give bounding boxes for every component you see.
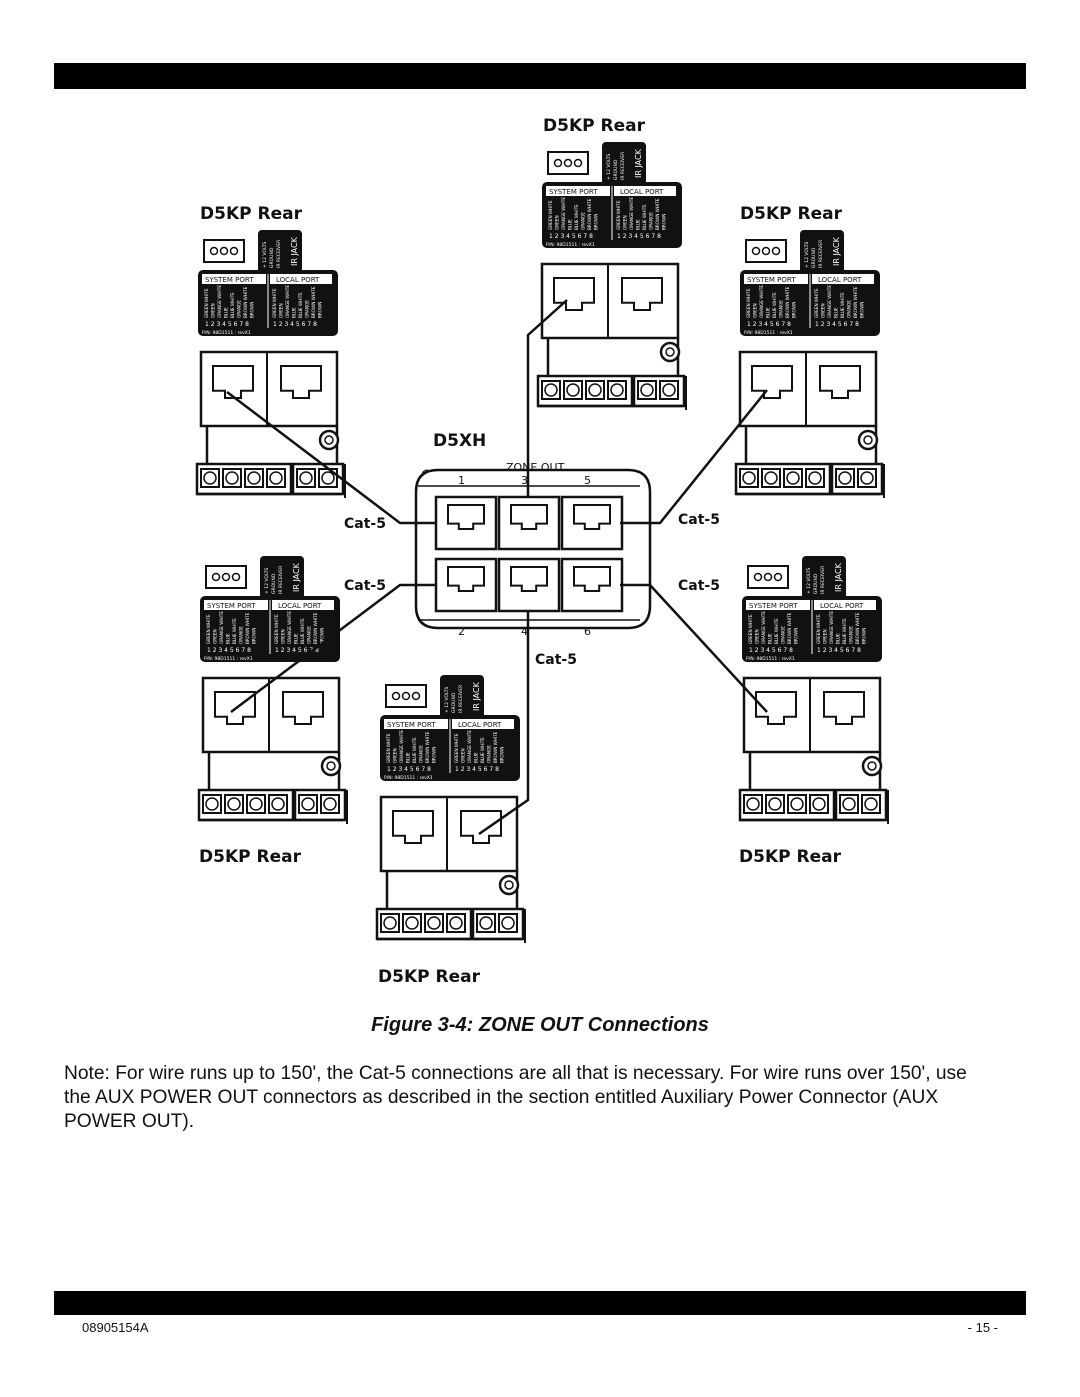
keypad-label-card-3 <box>740 230 880 336</box>
mount-hole <box>859 431 877 449</box>
wire-color-label: BROWN WHITE <box>655 198 660 230</box>
mount-hole <box>322 757 340 775</box>
wire-color-label: ORANGE <box>648 212 654 230</box>
part-number-label: P/N: 98D1511 : revX1 <box>744 331 793 336</box>
hub-d5xh <box>416 431 650 638</box>
wire-color-label: ORANGE WHITE <box>561 197 566 230</box>
wire-color-label: BROWN <box>431 746 437 763</box>
ir-jack-label: IR JACK <box>292 563 301 592</box>
ir-jack-label: IR JACK <box>834 563 843 592</box>
wire-color-label: GREEN WHITE <box>206 614 211 644</box>
ir-jack-label: IR JACK <box>634 149 643 178</box>
wire-color-label: ORANGE WHITE <box>285 285 290 318</box>
wire-color-label: GREEN <box>554 215 560 230</box>
power-pin-label: + 12 VOLTS <box>807 567 812 594</box>
system-port-label: SYSTEM PORT <box>205 276 254 284</box>
local-port-label: LOCAL PORT <box>818 276 862 284</box>
wire-color-label: ORANGE WHITE <box>467 730 472 763</box>
power-pin-label: GROUND <box>272 573 277 594</box>
wire-color-label: GREEN WHITE <box>274 614 279 644</box>
aux-power-terminal <box>377 909 471 939</box>
keypad-title: D5KP Rear <box>200 204 302 224</box>
wire-color-label: BROWN <box>791 301 797 318</box>
wire-color-label: ORANGE WHITE <box>399 730 404 763</box>
wire-color-label: BLUE <box>765 307 771 318</box>
wire-color-label: GREEN <box>820 303 826 318</box>
pin-number-label: 1 2 3 4 5 6 7 8 <box>549 233 593 240</box>
cable-label: Cat-5 <box>678 512 720 528</box>
power-pin-label: IR RECEIVER <box>821 565 826 594</box>
wire-color-label: BLUE <box>473 752 479 763</box>
mount-hole <box>863 757 881 775</box>
keypad-body <box>542 264 678 338</box>
power-pin-label: + 12 VOLTS <box>607 153 612 180</box>
wire-color-label: GREEN WHITE <box>454 733 459 763</box>
wire-color-label: BLUE WHITE <box>232 618 237 644</box>
wire-color-label: ORANGE WHITE <box>829 611 834 644</box>
page-number: - 15 - <box>967 1320 998 1335</box>
wire-color-label: BLUE WHITE <box>772 292 777 318</box>
note-paragraph: Note: For wire runs up to 150', the Cat-5 connections are all that is necessary. For wire runs over 150', use the AUX POWER OUT connectors as described in the section entitled Auxiliary Power Connector (AUX POWER OUT). <box>64 1063 967 1132</box>
wire-color-label: BROWN WHITE <box>493 731 498 763</box>
footer-bar <box>54 1291 1026 1315</box>
wire-color-label: BLUE <box>767 633 773 644</box>
power-pin-label: + 12 VOLTS <box>805 241 810 268</box>
port-number-bottom: 6 <box>584 625 591 638</box>
wire-color-label: BLUE <box>223 307 229 318</box>
power-pin-label: IR RECEIVER <box>279 565 284 594</box>
figure-caption: Figure 3-4: ZONE OUT Connections <box>371 1014 709 1036</box>
wire-color-label: BLUE <box>833 307 839 318</box>
aux-terminal <box>295 790 345 820</box>
keypad-rear-4 <box>199 678 347 824</box>
keypad-title: D5KP Rear <box>199 847 301 867</box>
pin-number-label: 1 2 3 4 5 6 7 8 <box>275 647 319 654</box>
port-number-bottom: 4 <box>521 625 528 638</box>
ir-jack-label: IR JACK <box>290 237 299 266</box>
wire-color-label: GREEN WHITE <box>204 288 209 318</box>
aux-power-terminal <box>740 790 834 820</box>
wire-color-label: ORANGE <box>486 745 492 763</box>
wire-color-label: BLUE <box>225 633 231 644</box>
wire-color-label: ORANGE WHITE <box>219 611 224 644</box>
wire-color-label: ORANGE WHITE <box>761 611 766 644</box>
local-port-label: LOCAL PORT <box>458 721 502 729</box>
wire-color-label: GREEN <box>392 748 398 763</box>
power-pin-label: IR RECEIVER <box>621 151 626 180</box>
wire-color-label: GREEN WHITE <box>746 288 751 318</box>
power-pin-label: GROUND <box>614 159 619 180</box>
local-port-label: LOCAL PORT <box>276 276 320 284</box>
pin-number-label: 1 2 3 4 5 6 7 8 <box>747 321 791 328</box>
system-port-label: SYSTEM PORT <box>749 602 798 610</box>
port-number-top: 1 <box>458 474 465 487</box>
mount-hole <box>320 431 338 449</box>
wire-color-label: BLUE <box>635 219 641 230</box>
system-port-label: SYSTEM PORT <box>207 602 256 610</box>
wire-color-label: BLUE <box>567 219 573 230</box>
wire-color-label: BLUE WHITE <box>300 618 305 644</box>
wire-color-label: BLUE <box>835 633 841 644</box>
wire-color-label: ORANGE <box>846 300 852 318</box>
keypad-label-card-6 <box>380 675 520 781</box>
power-pin-label: + 12 VOLTS <box>445 686 450 713</box>
ir-jack-label: IR JACK <box>472 682 481 711</box>
wire-color-label: BLUE WHITE <box>412 737 417 763</box>
keypad-label-card-5 <box>742 556 882 662</box>
wire-color-label: GREEN <box>280 629 286 644</box>
keypad-title: D5KP Rear <box>739 847 841 867</box>
aux-power-terminal <box>538 376 632 406</box>
keypad-title: D5KP Rear <box>378 967 480 987</box>
wire-color-label: BLUE WHITE <box>774 618 779 644</box>
wire-color-label: ORANGE <box>418 745 424 763</box>
pin-number-label: 1 2 3 4 5 6 7 8 <box>617 233 661 240</box>
local-port-label: LOCAL PORT <box>820 602 864 610</box>
cable-label: Cat-5 <box>344 578 386 594</box>
wire-color-label: BLUE <box>293 633 299 644</box>
power-pin-label: IR RECEIVER <box>459 684 464 713</box>
wire-color-label: BROWN WHITE <box>245 612 250 644</box>
wire-color-label: BLUE WHITE <box>840 292 845 318</box>
wire-color-label: GREEN WHITE <box>272 288 277 318</box>
wire-color-label: ORANGE <box>304 300 310 318</box>
wire-color-label: ORANGE WHITE <box>217 285 222 318</box>
cable-label: Cat-5 <box>678 578 720 594</box>
wire-color-label: BROWN <box>499 746 505 763</box>
wire-color-label: GREEN WHITE <box>748 614 753 644</box>
wire-color-label: BROWN <box>317 301 323 318</box>
wire-color-label: ORANGE <box>306 626 312 644</box>
wire-color-label: ORANGE <box>780 626 786 644</box>
wire-color-label: ORANGE WHITE <box>629 197 634 230</box>
aux-power-terminal <box>199 790 293 820</box>
power-pin-label: GROUND <box>814 573 819 594</box>
wire-color-label: ORANGE <box>778 300 784 318</box>
power-pin-label: IR RECEIVER <box>277 239 282 268</box>
wire-color-label: BROWN <box>661 213 667 230</box>
keypad-body <box>203 678 339 752</box>
mount-hole <box>661 343 679 361</box>
wire-color-label: GREEN WHITE <box>616 200 621 230</box>
wire-color-label: BROWN <box>861 627 867 644</box>
system-port-label: SYSTEM PORT <box>747 276 796 284</box>
keypad-title: D5KP Rear <box>740 204 842 224</box>
wire-color-label: GREEN WHITE <box>386 733 391 763</box>
part-number-label: P/N: 98D1511 : revX1 <box>746 657 795 662</box>
pin-number-label: 1 2 3 4 5 6 7 8 <box>817 647 861 654</box>
pin-number-label: 1 2 3 4 5 6 7 8 <box>205 321 249 328</box>
wire-color-label: BROWN WHITE <box>313 612 318 644</box>
zone-out-label: ZONE OUT <box>506 461 565 474</box>
part-number-label: P/N: 98D1511 : revX1 <box>546 243 595 248</box>
wire-color-label: GREEN <box>278 303 284 318</box>
wire-color-label: GREEN <box>752 303 758 318</box>
wire-color-label: BROWN WHITE <box>311 286 316 318</box>
power-pin-label: + 12 VOLTS <box>265 567 270 594</box>
wire-color-label: BROWN WHITE <box>853 286 858 318</box>
wire-color-label: BROWN <box>593 213 599 230</box>
power-pin-label: GROUND <box>452 692 457 713</box>
wire-color-label: BLUE WHITE <box>642 204 647 230</box>
keypad-body <box>201 352 337 426</box>
port-number-top: 5 <box>584 474 591 487</box>
keypad-body <box>381 797 517 871</box>
wire-color-label: GREEN <box>212 629 218 644</box>
power-pin-label: GROUND <box>812 247 817 268</box>
part-number-label: P/N: 98D1511 : revX1 <box>202 331 251 336</box>
aux-terminal <box>293 464 343 494</box>
mount-hole <box>500 876 518 894</box>
power-pin-label: GROUND <box>270 247 275 268</box>
aux-terminal <box>836 790 886 820</box>
document-number: 08905154A <box>82 1320 149 1335</box>
wire-color-label: ORANGE WHITE <box>759 285 764 318</box>
aux-terminal <box>473 909 523 939</box>
keypad-label-card-1 <box>198 230 338 336</box>
port-number-bottom: 2 <box>458 625 465 638</box>
wire-color-label: BROWN WHITE <box>855 612 860 644</box>
pin-number-label: 1 2 3 4 5 6 7 8 <box>749 647 793 654</box>
pin-number-label: 1 2 3 4 5 6 7 8 <box>815 321 859 328</box>
wire-color-label: GREEN <box>210 303 216 318</box>
port-number-top: 3 <box>521 474 528 487</box>
wire-color-label: BROWN <box>859 301 865 318</box>
wire-color-label: GREEN <box>754 629 760 644</box>
wire-color-label: BROWN WHITE <box>243 286 248 318</box>
wire-color-label: BROWN WHITE <box>785 286 790 318</box>
wire-color-label: ORANGE <box>580 212 586 230</box>
hub-label: D5XH <box>433 431 487 451</box>
keypad-title: D5KP Rear <box>543 116 645 136</box>
keypad-body <box>740 352 876 426</box>
keypad-label-card-2 <box>542 142 682 248</box>
pin-number-label: 1 2 3 4 5 6 7 8 <box>387 766 431 773</box>
part-number-label: P/N: 98D1511 : revX1 <box>204 657 253 662</box>
wire-color-label: BROWN <box>793 627 799 644</box>
local-port-label: LOCAL PORT <box>620 188 664 196</box>
wire-color-label: ORANGE WHITE <box>827 285 832 318</box>
keypad-rear-3 <box>736 352 884 498</box>
pin-number-label: 1 2 3 4 5 6 7 8 <box>207 647 251 654</box>
wire-color-label: ORANGE <box>236 300 242 318</box>
wire-color-label: GREEN <box>822 629 828 644</box>
wire-color-label: BLUE <box>405 752 411 763</box>
wire-color-label: ORANGE WHITE <box>287 611 292 644</box>
wire-color-label: GREEN <box>622 215 628 230</box>
wire-color-label: BROWN <box>251 627 257 644</box>
system-port-label: SYSTEM PORT <box>387 721 436 729</box>
power-pin-label: + 12 VOLTS <box>263 241 268 268</box>
pin-number-label: 1 2 3 4 5 6 7 8 <box>455 766 499 773</box>
wire-color-label: BLUE WHITE <box>480 737 485 763</box>
part-number-label: P/N: 98D1511 : revX1 <box>384 776 433 781</box>
local-port-label: LOCAL PORT <box>278 602 322 610</box>
wire-color-label: GREEN WHITE <box>814 288 819 318</box>
wire-color-label: BROWN <box>249 301 255 318</box>
keypad-body <box>744 678 880 752</box>
wire-color-label: BROWN <box>319 627 325 644</box>
keypad-rear-5 <box>740 678 888 824</box>
cable-label: Cat-5 <box>344 516 386 532</box>
wire-color-label: BLUE WHITE <box>298 292 303 318</box>
wire-color-label: BLUE <box>291 307 297 318</box>
ir-jack-label: IR JACK <box>832 237 841 266</box>
aux-terminal <box>832 464 882 494</box>
wire-color-label: BLUE WHITE <box>230 292 235 318</box>
pin-number-label: 1 2 3 4 5 6 7 8 <box>273 321 317 328</box>
wire-color-label: GREEN WHITE <box>548 200 553 230</box>
cable-label: Cat-5 <box>535 652 577 668</box>
wire-color-label: GREEN <box>460 748 466 763</box>
wire-color-label: BROWN WHITE <box>587 198 592 230</box>
wire-color-label: BROWN WHITE <box>787 612 792 644</box>
wire-color-label: BLUE WHITE <box>842 618 847 644</box>
system-port-label: SYSTEM PORT <box>549 188 598 196</box>
aux-terminal <box>634 376 684 406</box>
wire-color-label: BLUE WHITE <box>574 204 579 230</box>
keypad-rear-2 <box>538 264 686 410</box>
power-pin-label: IR RECEIVER <box>819 239 824 268</box>
aux-power-terminal <box>197 464 291 494</box>
wire-color-label: GREEN WHITE <box>816 614 821 644</box>
wire-color-label: ORANGE <box>238 626 244 644</box>
wire-color-label: BROWN WHITE <box>425 731 430 763</box>
aux-power-terminal <box>736 464 830 494</box>
wire-color-label: ORANGE <box>848 626 854 644</box>
